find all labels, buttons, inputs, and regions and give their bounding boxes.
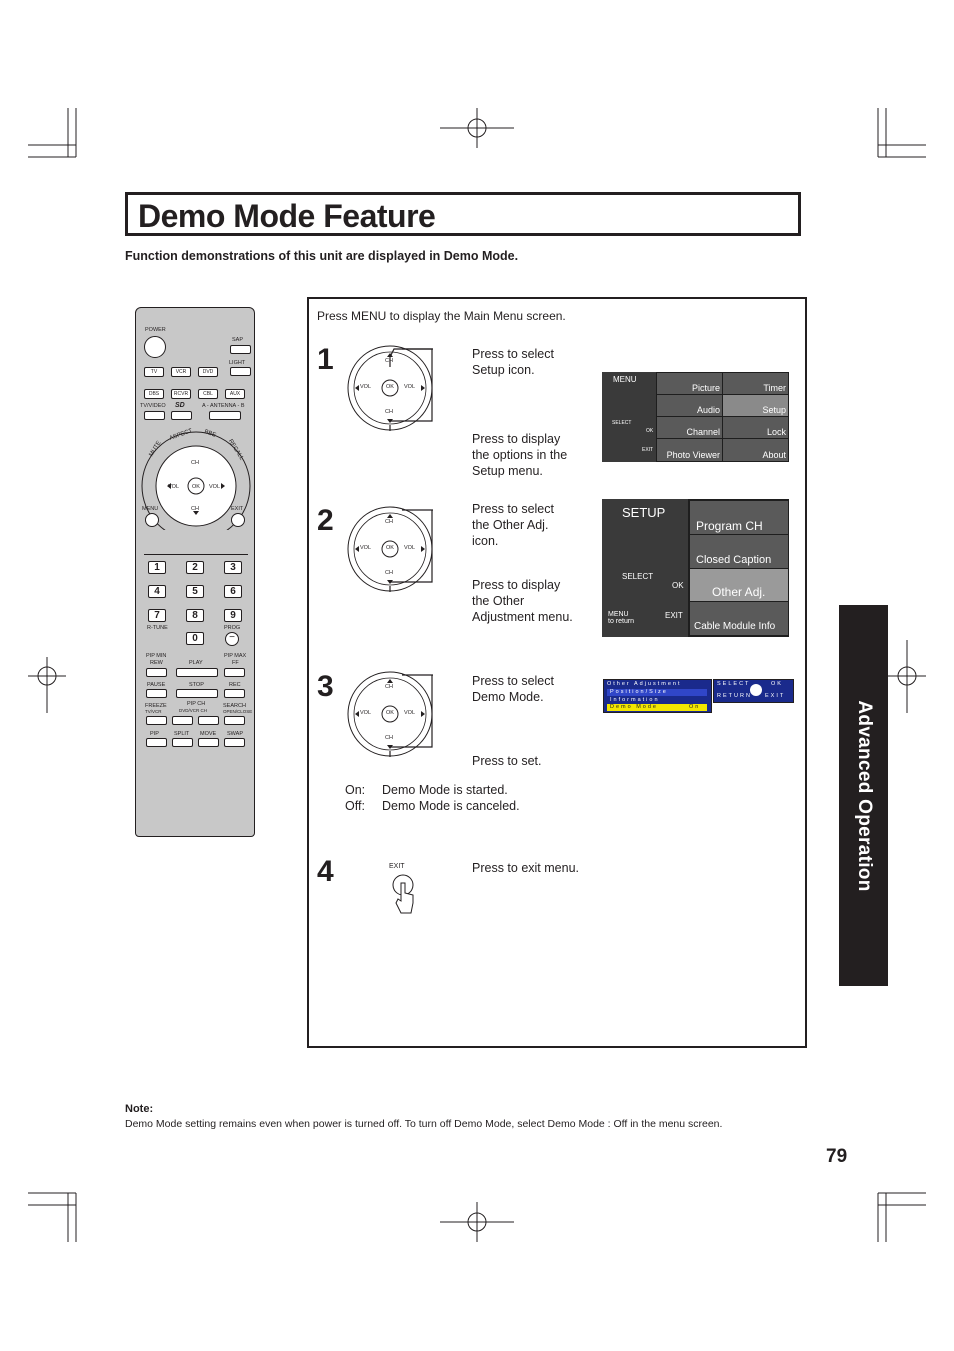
step-1-ch-down-label: CH [385, 409, 393, 415]
note-heading: Note: [125, 1103, 154, 1115]
step-4-text: Press to exit menu. [472, 861, 579, 875]
finger-press-icon [391, 873, 417, 919]
num-8-button: 8 [186, 609, 204, 622]
other-adj-demo-value: On [689, 704, 701, 710]
help-return-label: RETURN [717, 693, 752, 699]
pip-max-label: PIP MAX [224, 653, 247, 659]
step-3-ok-label: OK [386, 710, 394, 716]
step-1-vol-right-label: VOL [404, 384, 416, 390]
remote-divider [144, 554, 248, 555]
play-button [176, 668, 218, 677]
freeze-button [146, 716, 167, 725]
page-subtitle: Function demonstrations of this unit are displayed in Demo Mode. [125, 249, 519, 263]
tile-setup: Setup [723, 395, 788, 416]
setup-screen [602, 499, 789, 637]
open-close-label: OPEN/CLOSE [223, 709, 253, 714]
on-label: On: [345, 783, 366, 797]
on-off-list [345, 782, 520, 814]
help-exit-label: EXIT [765, 693, 786, 699]
num-7-button: 7 [148, 609, 166, 622]
other-adjustment-screen [603, 679, 712, 713]
main-menu-ok: OK [646, 428, 654, 434]
help-ok-label: OK [771, 681, 783, 687]
step-3-vol-right-label: VOL [404, 710, 416, 716]
step-4-number: 4 [317, 855, 334, 888]
remote-exit-label: EXIT [231, 506, 244, 512]
tile-audio: Audio [657, 395, 722, 416]
tv-vcr-label: TV/VCR [145, 709, 162, 714]
step-2-ch-up-label: CH [385, 519, 393, 525]
num-2-button: 2 [186, 561, 204, 574]
section-tab [839, 605, 888, 986]
step-2-vol-right-label: VOL [404, 545, 416, 551]
rec-button [224, 689, 245, 698]
remote-ch-up-label: CH [191, 460, 199, 466]
stop-button [176, 689, 218, 698]
step-3-ch-up-label: CH [385, 684, 393, 690]
pip-ch-up-button [198, 716, 219, 725]
rew-label: REW [150, 660, 163, 666]
off-text: Demo Mode is canceled. [382, 799, 520, 813]
aux-button: AUX [225, 389, 245, 399]
tile-cable-module-info: Cable Module Info [690, 602, 788, 635]
num-9-button: 9 [224, 609, 242, 622]
step-3-text-a: Press to select Demo Mode. [472, 674, 554, 704]
sap-label: SAP [232, 337, 244, 343]
main-menu-screen [602, 372, 789, 462]
r-tune-label: R-TUNE [147, 625, 168, 631]
ff-label: FF [232, 660, 239, 666]
help-select-label: SELECT [717, 681, 751, 687]
main-menu-header: MENU [613, 375, 637, 384]
light-button [230, 367, 251, 376]
step-1-vol-left-label: VOL [360, 384, 372, 390]
sd-logo: SD [175, 402, 185, 409]
setup-to-return: to return [608, 618, 635, 625]
pip-label: PIP [150, 731, 159, 737]
tile-timer: Timer [723, 373, 788, 394]
pip-ch-label: PIP CH [187, 701, 206, 707]
num-4-button: 4 [148, 585, 166, 598]
rec-label: REC [229, 682, 241, 688]
off-label: Off: [345, 799, 365, 813]
page-title: Demo Mode Feature [138, 198, 436, 234]
pip-min-label: PIP MIN [146, 653, 167, 659]
dvd-vcr-ch-label: DVD/VCR CH [179, 708, 208, 713]
pause-button [146, 689, 167, 698]
antenna-label: A - ANTENNA - B [202, 403, 245, 409]
split-button [172, 738, 193, 747]
remote-ok-label: OK [192, 484, 200, 490]
instruction-panel [307, 297, 807, 1048]
remote-exit-button [231, 513, 245, 527]
rew-button [146, 668, 167, 677]
rcvr-button: RCVR [171, 389, 191, 399]
split-label: SPLIT [174, 731, 190, 737]
freeze-label: FREEZE [145, 703, 167, 709]
setup-menu-return: MENU [608, 611, 629, 618]
swap-button [224, 738, 245, 747]
main-menu-select: SELECT [612, 420, 632, 426]
other-adj-item-demo: Demo Mode [610, 704, 658, 710]
remote-menu-button [145, 513, 159, 527]
note-text: Demo Mode setting remains even when power is turned off. To turn off Demo Mode, select Demo Mode : Off in the menu screen. [125, 1118, 723, 1130]
dbs-button: DBS [144, 389, 164, 399]
tv-button: TV [144, 367, 164, 377]
step-2-number: 2 [317, 504, 334, 537]
step-2-ok-label: OK [386, 545, 394, 551]
move-label: MOVE [200, 731, 217, 737]
mute-label: MUTE [148, 440, 163, 458]
pip-button [146, 738, 167, 747]
remote-control [135, 307, 255, 837]
setup-header: SETUP [622, 505, 666, 520]
recall-label: RECALL [226, 438, 245, 462]
num-6-button: 6 [224, 585, 242, 598]
pause-label: PAUSE [147, 682, 166, 688]
remote-ch-down-label: CH [191, 506, 199, 512]
other-adj-title: Other Adjustment [607, 681, 682, 687]
step-1-number: 1 [317, 343, 334, 376]
play-label: PLAY [189, 660, 203, 666]
step-3-vol-left-label: VOL [360, 710, 372, 716]
step-1-text-b: Press to display the options in the Setup menu. [472, 432, 568, 478]
search-label: SEARCH [223, 703, 246, 709]
pip-ch-down-button [172, 716, 193, 725]
step-1-ok-label: OK [386, 384, 394, 390]
tile-other-adj: Other Adj. [690, 569, 788, 601]
tile-channel: Channel [657, 417, 722, 438]
step-4-exit-label: EXIT [389, 863, 405, 870]
intro-text: Press MENU to display the Main Menu screen. [317, 309, 566, 323]
aspect-label: ASPECT [168, 428, 194, 442]
main-menu-exit: EXIT [642, 447, 654, 453]
power-label: POWER [145, 327, 166, 333]
setup-exit: EXIT [665, 611, 683, 620]
prog-minus-icon: − [225, 632, 239, 646]
tile-picture: Picture [657, 373, 722, 394]
remote-vol-right-label: VOL [209, 484, 221, 490]
page-number: 79 [826, 1146, 848, 1167]
bbe-label: BBE [203, 429, 217, 439]
setup-ok: OK [672, 581, 684, 590]
title-box [125, 192, 801, 236]
num-5-button: 5 [186, 585, 204, 598]
step-2-text-b: Press to display the Other Adjustment menu. [472, 578, 573, 624]
light-label: LIGHT [229, 360, 246, 366]
step-3-ch-down-label: CH [385, 735, 393, 741]
section-tab-label: Advanced Operation [853, 699, 875, 892]
remote-menu-label: MENU [142, 506, 159, 512]
step-2-ch-down-label: CH [385, 570, 393, 576]
setup-select: SELECT [622, 572, 654, 581]
num-3-button: 3 [224, 561, 242, 574]
step-1-text-a: Press to select Setup icon. [472, 347, 554, 377]
dvd-button: DVD [198, 367, 218, 377]
cbl-button: CBL [198, 389, 218, 399]
other-adj-item-position: Position/Size [610, 689, 668, 695]
tile-closed-caption: Closed Caption [690, 535, 788, 568]
tv-video-label: TV/VIDEO [140, 403, 166, 409]
search-button [224, 716, 245, 725]
other-adj-help-bar [713, 679, 794, 703]
ff-button [224, 668, 245, 677]
other-adj-item-information: Information [610, 697, 660, 703]
step-3-text-b: Press to set. [472, 754, 542, 768]
step-1-ch-up-label: CH [385, 358, 393, 364]
vcr-button: VCR [171, 367, 191, 377]
num-0-button: 0 [186, 632, 204, 645]
move-button [198, 738, 219, 747]
step-2-vol-left-label: VOL [360, 545, 372, 551]
swap-label: SWAP [227, 731, 243, 737]
prog-label: PROG [224, 625, 241, 631]
tile-program-ch: Program CH [690, 501, 788, 534]
remote-vol-left-label: VOL [168, 484, 180, 490]
tile-photo-viewer: Photo Viewer [657, 439, 722, 461]
step-2-text-a: Press to select the Other Adj. icon. [472, 502, 554, 548]
stop-label: STOP [189, 682, 204, 688]
power-button [144, 336, 166, 358]
on-text: Demo Mode is started. [382, 783, 508, 797]
tile-about: About [723, 439, 788, 461]
tile-lock: Lock [723, 417, 788, 438]
num-1-button: 1 [148, 561, 166, 574]
sap-button [230, 345, 251, 354]
step-3-number: 3 [317, 670, 334, 703]
